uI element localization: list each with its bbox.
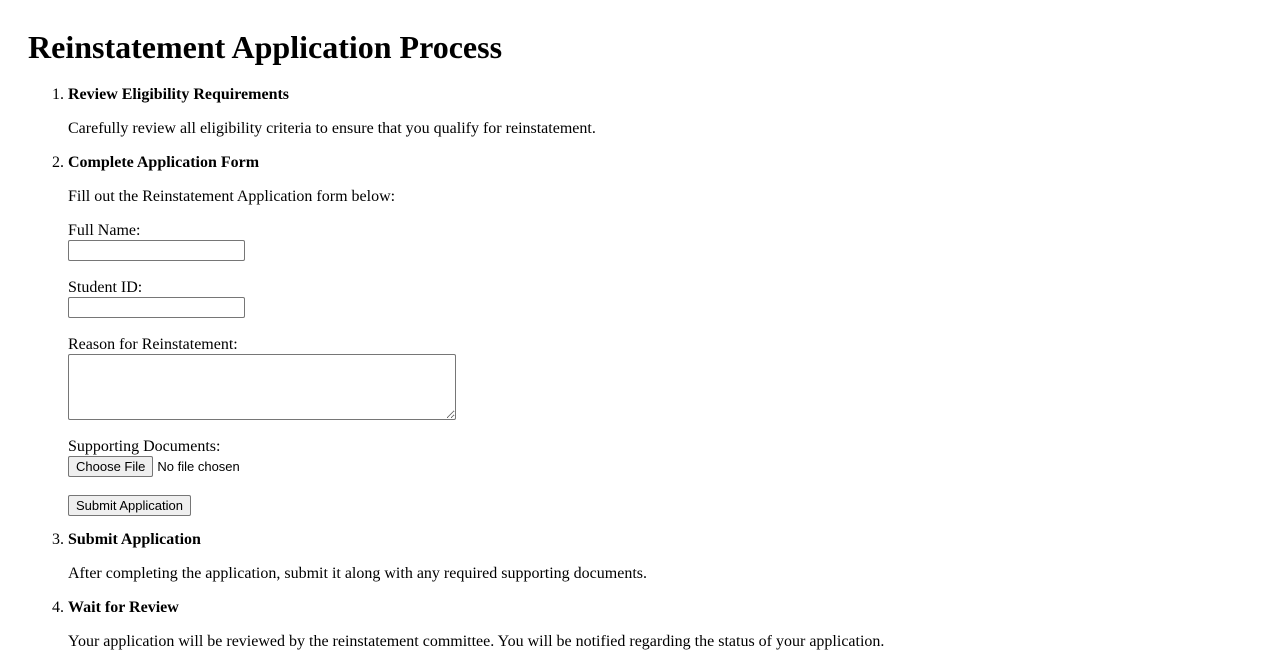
list-item: [28, 598, 1278, 650]
step-number: 1.: [52, 86, 64, 103]
reason-group: [68, 336, 1278, 420]
student-id-label: Student ID:: [68, 279, 143, 296]
reason-label: Reason for Reinstatement:: [68, 336, 238, 353]
list-item: [28, 530, 1278, 584]
step-number: 2.: [52, 154, 64, 171]
page-title: Reinstatement Application Process: [28, 29, 503, 65]
step-title: Review Eligibility Requirements: [68, 86, 290, 103]
step-description: Fill out the Reinstatement Application form below:: [68, 188, 396, 205]
documents-label: Supporting Documents:: [68, 438, 221, 455]
documents-group: [68, 438, 1278, 477]
submit-application-button[interactable]: Submit Application: [68, 495, 191, 516]
full-name-group: [68, 222, 1278, 261]
step-description: Your application will be reviewed by the reinstatement committee. You will be notified regarding the status of your application.: [68, 633, 885, 650]
steps-list: [28, 85, 1278, 650]
file-input[interactable]: [68, 456, 1278, 477]
step-number: 4.: [52, 599, 64, 616]
submit-group: [68, 495, 1278, 516]
file-status: No file chosen: [157, 459, 240, 474]
student-id-input[interactable]: [68, 297, 245, 318]
list-item: [28, 153, 1278, 516]
choose-file-button[interactable]: Choose File: [68, 456, 153, 477]
reason-textarea[interactable]: [68, 354, 456, 420]
reinstatement-form: [68, 222, 1278, 516]
student-id-group: [68, 279, 1278, 318]
step-title: Complete Application Form: [68, 154, 260, 171]
list-item: [28, 85, 1278, 139]
step-description: Carefully review all eligibility criteria to ensure that you qualify for reinstatement.: [68, 120, 596, 137]
step-title: Wait for Review: [68, 599, 179, 616]
step-number: 3.: [52, 531, 64, 548]
step-title: Submit Application: [68, 531, 201, 548]
step-description: After completing the application, submit it along with any required supporting documents.: [68, 565, 647, 582]
full-name-input[interactable]: [68, 240, 245, 261]
full-name-label: Full Name:: [68, 222, 141, 239]
